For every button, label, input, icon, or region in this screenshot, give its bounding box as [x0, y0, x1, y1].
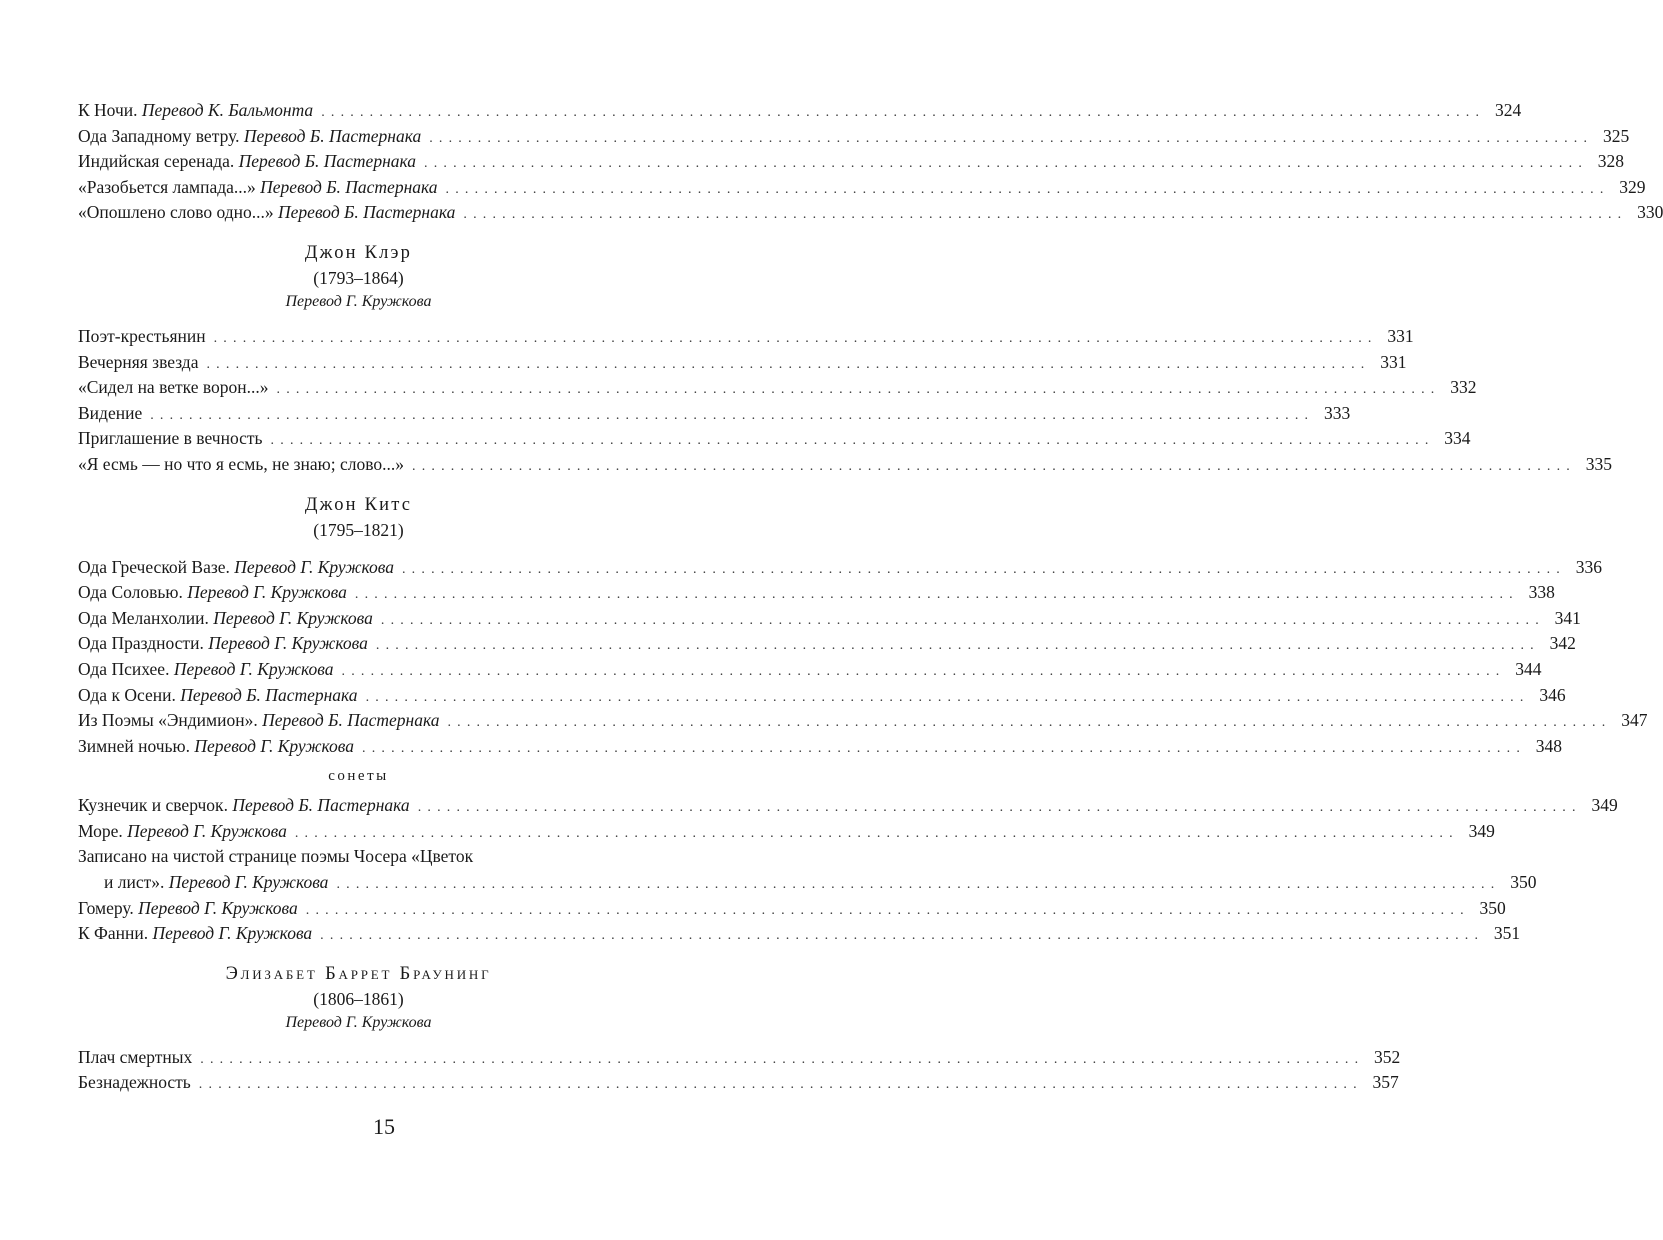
toc-entry	[78, 175, 1646, 201]
entry-page: 331	[1380, 351, 1407, 372]
leader-dots: ........................................................................................................................	[412, 458, 1576, 474]
toc-group-shelley	[78, 98, 1663, 226]
entry-page: 335	[1585, 453, 1612, 474]
table-of-contents	[78, 98, 1663, 1096]
entry-translator: Перевод Б. Пастернака	[243, 125, 422, 146]
leader-dots: ........................................................................................................................	[447, 715, 1612, 731]
entry-translator: Перевод Г. Кружкова	[187, 582, 347, 603]
entry-title: Ода Меланхолии.	[78, 607, 209, 628]
leader-dots: ........................................................................................................................	[429, 130, 1594, 146]
toc-entry	[78, 401, 1351, 427]
entry-translator: Перевод Г. Кружкова	[168, 872, 329, 893]
leader-dots: ........................................................................................................................	[336, 877, 1501, 893]
toc-entry	[78, 793, 1618, 819]
author-translator: Перевод Г. Кружкова	[285, 1013, 432, 1031]
entry-translator: Перевод Б. Пастернака	[238, 151, 417, 172]
entry-translator: Перевод Г. Кружкова	[152, 923, 313, 944]
entry-title: Вечерняя звезда	[78, 351, 199, 372]
entry-page: 357	[1372, 1072, 1399, 1093]
entry-title: Море.	[78, 820, 123, 841]
author-name: Элизабет Баррет Браунинг	[225, 963, 492, 984]
entry-title: Видение	[78, 402, 143, 423]
entry-title: Поэт-крестьянин	[78, 325, 206, 346]
entry-title: Приглашение в вечность	[78, 428, 263, 449]
entry-page: 333	[1323, 402, 1351, 423]
author-years: (1806–1861)	[313, 988, 404, 1009]
toc-group-clare	[78, 240, 1612, 478]
entry-translator: Перевод Г. Кружкова	[138, 897, 298, 918]
entry-translator: Перевод Г. Кружкова	[127, 820, 287, 841]
leader-dots: ........................................................................................................................	[200, 1051, 1365, 1067]
toc-entry	[78, 921, 1521, 947]
toc-entry	[78, 580, 1555, 606]
leader-dots: ........................................................................................................................	[380, 612, 1545, 628]
entry-page: 325	[1602, 125, 1630, 146]
entry-title: Ода Психее.	[78, 658, 170, 679]
entry-page: 342	[1549, 633, 1576, 654]
entry-page: 351	[1493, 923, 1521, 944]
entry-title: Ода Западному ветру.	[78, 125, 240, 146]
entry-title: Из Поэмы «Эндимион».	[78, 710, 258, 731]
entry-title: «Разобьется лампада...»	[78, 176, 256, 197]
leader-dots: ........................................................................................................................	[424, 156, 1589, 172]
author-years: (1795–1821)	[313, 519, 404, 540]
toc-entry	[78, 324, 1414, 350]
author-header	[78, 240, 639, 314]
toc-entry	[78, 1070, 1399, 1096]
entry-page: 346	[1539, 684, 1566, 705]
toc-entry	[78, 555, 1602, 581]
entry-title: «Опошлено слово одно...»	[78, 202, 274, 223]
entry-page: 350	[1479, 897, 1506, 918]
entry-translator: Перевод Г. Кружкова	[234, 556, 394, 577]
entry-translator: Перевод Г. Кружкова	[173, 658, 334, 679]
toc-entry	[78, 149, 1625, 175]
author-years: (1793–1864)	[313, 267, 404, 288]
entry-page: 328	[1597, 151, 1625, 172]
entry-title: Зимней ночью.	[78, 735, 190, 756]
toc-entry	[78, 375, 1477, 401]
leader-dots: ........................................................................................................................	[463, 207, 1628, 223]
toc-entry	[78, 606, 1581, 632]
author-header	[78, 492, 639, 542]
page-number: 15	[373, 1114, 395, 1139]
entry-title: Безнадежность	[78, 1072, 191, 1093]
leader-dots: ........................................................................................................................	[198, 1077, 1363, 1093]
entry-translator: Перевод Г. Кружкова	[213, 607, 373, 628]
leader-dots: ........................................................................................................................	[417, 800, 1582, 816]
toc-entry	[78, 350, 1407, 376]
entry-page: 330	[1637, 202, 1663, 223]
leader-dots: ........................................................................................................................	[354, 587, 1519, 603]
entry-page: 348	[1535, 735, 1563, 756]
toc-entry	[78, 819, 1495, 845]
toc-group-keats	[78, 492, 1648, 947]
leader-dots: ........................................................................................................................	[445, 181, 1610, 197]
toc-entry	[78, 200, 1663, 226]
entry-page: 332	[1450, 377, 1477, 398]
entry-title: Гомеру.	[78, 897, 134, 918]
entry-translator: Перевод Б. Пастернака	[260, 176, 438, 197]
leader-dots: ........................................................................................................................	[150, 407, 1315, 423]
entry-page: 324	[1494, 100, 1522, 120]
toc-entry	[78, 631, 1576, 657]
entry-title: Кузнечик и сверчок.	[78, 795, 228, 816]
entry-title: К Ночи.	[78, 100, 138, 120]
entry-page: 344	[1515, 658, 1542, 679]
leader-dots: ........................................................................................................................	[305, 902, 1470, 918]
entry-page: 331	[1387, 325, 1414, 346]
entry-page: 352	[1374, 1046, 1401, 1067]
author-name: Джон Клэр	[304, 242, 413, 263]
leader-dots: ........................................................................................................................	[321, 105, 1486, 120]
entry-translator: Перевод Б. Пастернака	[232, 795, 410, 816]
entry-page: 336	[1575, 556, 1602, 577]
leader-dots: ........................................................................................................................	[213, 330, 1378, 346]
entry-translator: Перевод Б. Пастернака	[278, 202, 456, 223]
leader-dots: ........................................................................................................................	[276, 382, 1441, 398]
leader-dots: ........................................................................................................................	[341, 663, 1506, 679]
entry-page: 341	[1554, 607, 1581, 628]
entry-translator: Перевод Г. Кружкова	[208, 633, 368, 654]
entry-page: 334	[1444, 428, 1471, 449]
leader-dots: ........................................................................................................................	[294, 825, 1459, 841]
entry-title: «Сидел на ветке ворон...»	[78, 377, 269, 398]
entry-translator: Перевод Г. Кружкова	[194, 735, 355, 756]
entry-title: Плач смертных	[78, 1046, 193, 1067]
entry-title: К Фанни.	[78, 923, 149, 944]
entry-page: 349	[1591, 795, 1618, 816]
entry-title: «Я есмь — но что я есмь, не знаю; слово...»	[78, 453, 404, 474]
leader-dots: ........................................................................................................................	[375, 638, 1540, 654]
leader-dots: ........................................................................................................................	[270, 433, 1435, 449]
author-header	[78, 961, 639, 1035]
entry-title-line1: Записано на чистой странице поэмы Чосера «Цветок	[78, 846, 474, 867]
toc-entry	[78, 734, 1563, 760]
entry-title: Ода к Осени.	[78, 684, 176, 705]
leader-dots: ........................................................................................................................	[206, 356, 1371, 372]
leader-dots: ........................................................................................................................	[401, 561, 1566, 577]
entry-title: Индийская серенада.	[78, 151, 235, 172]
entry-page: 350	[1510, 872, 1537, 893]
leader-dots: ........................................................................................................................	[320, 928, 1485, 944]
entry-page: 329	[1619, 176, 1646, 197]
toc-entry	[78, 124, 1630, 150]
entry-title: Ода Соловью.	[78, 582, 183, 603]
entry-title-line2: и лист».	[104, 872, 165, 893]
author-name: Джон Китс	[304, 494, 413, 515]
toc-entry	[78, 452, 1612, 478]
entry-page: 338	[1528, 582, 1555, 603]
toc-entry	[78, 98, 1522, 124]
toc-entry	[78, 426, 1471, 452]
section-label-sonnets: сонеты	[328, 768, 389, 785]
toc-entry	[78, 844, 1537, 895]
entry-translator: Перевод К. Бальмонта	[141, 100, 314, 120]
entry-title: Ода Праздности.	[78, 633, 204, 654]
entry-page: 347	[1621, 710, 1648, 731]
toc-entry	[78, 683, 1566, 709]
leader-dots: ........................................................................................................................	[365, 689, 1530, 705]
entry-translator: Перевод Б. Пастернака	[262, 710, 440, 731]
author-translator: Перевод Г. Кружкова	[285, 292, 432, 310]
toc-group-browning	[78, 961, 1401, 1096]
toc-entry	[78, 708, 1648, 734]
leader-dots: ........................................................................................................................	[362, 740, 1527, 756]
toc-entry	[78, 657, 1542, 683]
toc-entry	[78, 1045, 1401, 1071]
entry-title: Ода Греческой Вазе.	[78, 556, 230, 577]
toc-entry	[78, 896, 1506, 922]
entry-translator: Перевод Б. Пастернака	[180, 684, 358, 705]
entry-page: 349	[1468, 820, 1495, 841]
